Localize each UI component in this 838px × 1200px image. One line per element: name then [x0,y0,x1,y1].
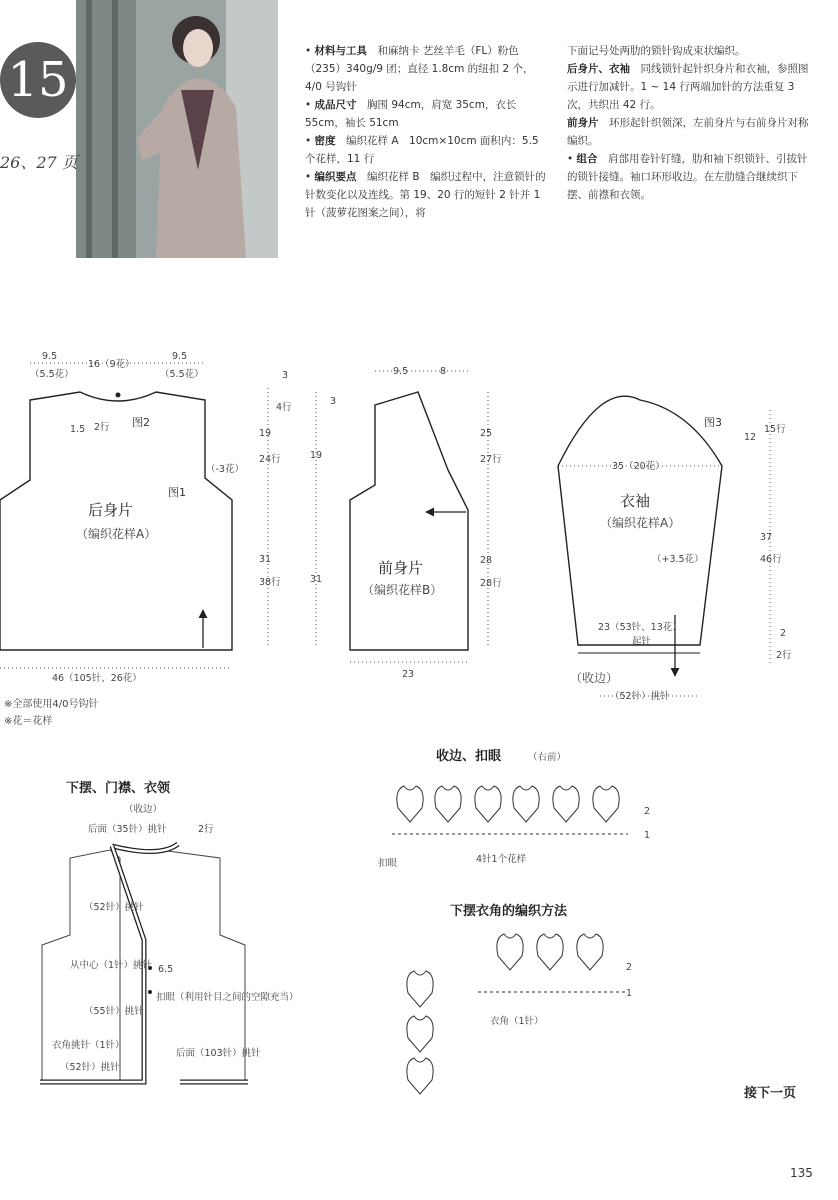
hem-corner-pick: 衣角挑针（1针） [52,1040,125,1051]
back-dim-24rows: 24行 [259,454,281,465]
sleeve-cap-rows: 15行 [764,424,786,435]
sleeve-edge-label: （收边） [570,671,619,685]
intro-label: 后身片、衣袖 [567,63,630,75]
edging-title: 收边、扣眼 [436,749,502,764]
back-top-right: 9.5 [172,351,188,362]
crochet-motif [577,934,603,970]
intro-text-cont: 下面记号处两肋的锁针钩成束状编织。 [567,45,746,57]
intro-text: 编织花样 B 编织过程中，注意锁针的针数变化以及连线。第 19、20 行的短针 2 针并 1 针（菠萝花图案之间），将 [305,171,546,219]
sleeve-length-rows: 46行 [760,554,782,565]
intro-column-2 [567,42,817,204]
intro-label: 组合 [576,153,598,165]
crochet-motif [407,1016,433,1052]
figure-1-label: 图1 [168,486,186,499]
page-reference: 26、27 页 [0,153,78,172]
front-dim-25: 25 [480,428,493,439]
back-neck-rows: 2行 [94,422,110,433]
intro-item-back [567,60,817,114]
crochet-motif [407,971,433,1007]
model-photo [76,0,278,258]
back-subtitle: （编织花样A） [76,527,157,541]
intro-label: 成品尺寸 [314,99,357,111]
finishing-diagrams [0,749,838,1090]
hem-buttonhole: 扣眼（利用针目之间的空隙充当） [156,992,299,1003]
front-dim-28rows: 28行 [480,578,502,589]
pattern-number-badge: 15 [0,42,76,118]
back-top-left: 9.5 [42,351,58,362]
corner-motifs [407,934,603,1094]
hem-back-pick: 后面（35针）挑针 [88,824,167,835]
intro-text: 同线锁针起针织身片和衣袖，参照图示进行加减针。1 ~ 14 行两端加针的方法重复 3 次，共织出 42 行。 [567,63,809,111]
intro-item-size: • 成品尺寸 胸围 94cm，肩宽 35cm，衣长 55cm，袖长 51cm [305,99,517,129]
intro-text: 肩部用卷针钉缝，肋和袖下织锁针、引拔针的锁针接缝。袖口环形收边。在左肋缝合继续织下摆、前襟和衣领。 [567,153,808,201]
crochet-motif [397,786,423,822]
hem-title: 下摆、门襟、衣领 [66,781,171,796]
sleeve-title: 衣袖 [620,492,651,510]
back-dim-4rows: 4行 [276,402,292,413]
hem-subtitle: （收边） [124,804,163,815]
corner-label: 衣角（1针） [490,1016,544,1027]
intro-item-front [567,114,817,150]
sleeve-pickup: （52针）挑针 [610,691,670,702]
hem-front-55: （55针）挑针 [84,1006,144,1017]
front-subtitle: （编织花样B） [362,583,443,597]
intro-text: 和麻纳卡 艺丝羊毛（FL）粉色（235）340g/9 团；直径 1.8cm 的纽扣 2 个，4/0 号钩针 [305,45,534,93]
intro-item-gauge: • 密度 编织花样 A 10cm×10cm 面积内：5.5 个花样，11 行 [305,135,539,165]
intro-column-1 [305,42,549,222]
crochet-motif [593,786,619,822]
back-side-31: 31 [310,574,323,585]
back-title: 后身片 [88,501,134,519]
corner-row-1: 1 [626,988,633,999]
hem-back-103: 后面（103针）挑针 [176,1048,261,1059]
hem-back-rows: 2行 [198,824,214,835]
corner-title: 下摆衣角的编织方法 [450,904,568,919]
back-dim-31: 31 [259,554,272,565]
front-top-left: 9.5 [393,366,409,377]
front-dim-28: 28 [480,555,493,566]
intro-label: 编织要点 [314,171,357,183]
schematic-diagrams [0,330,838,710]
crochet-motif [497,934,523,970]
crochet-motif [435,786,461,822]
crochet-motif [513,786,539,822]
front-title: 前身片 [378,559,424,577]
hem-bottom-52: （52针）挑针 [60,1062,120,1073]
intro-label: 材料与工具 [314,45,368,57]
edging-subtitle: （右前） [528,752,567,763]
crochet-motif [537,934,563,970]
intro-item-assembly: • 组合 肩部用卷针钉缝，肋和袖下织锁针、引拔针的锁针接缝。袖口环形收边。在左肋缝合继续织下摆、前襟和衣领。 [567,153,808,201]
back-bottom-width: 46（105针、26花） [52,673,142,684]
general-notes [4,696,98,730]
crochet-motif [553,786,579,822]
hem-center-pick: 从中心（1针）挑针 [70,960,153,971]
intro-label: 前身片 [567,117,599,129]
hem-buttonhole-dist: 6.5 [158,964,174,975]
intro-text: 胸围 94cm，肩宽 35cm，衣长 55cm，袖长 51cm [305,99,517,129]
front-side-3: 3 [330,396,337,407]
hem-side-52: （52针）挑针 [84,902,144,913]
sleeve-top-width: 35（20花） [612,461,665,472]
edging-row-1: 1 [644,830,651,841]
sleeve-subtitle: （编织花样A） [600,516,681,530]
sleeve-edge-rows: 2行 [776,650,792,661]
note-item: ※花＝花样 [4,716,53,727]
front-piece-outline [350,392,468,650]
sleeve-cast-on: 起针 [632,636,652,647]
back-top-left-sub: （5.5花） [30,369,74,380]
edging-repeat: 4针1个花样 [476,854,527,865]
figure-2-label: 图2 [132,416,150,429]
edging-row-2: 2 [644,806,651,817]
intro-label: 密度 [314,135,336,147]
sleeve-cuff-width: 23（53针、13花） [598,622,682,633]
back-dim-38rows: 38行 [259,577,281,588]
back-top-mid: 16（9花） [88,359,135,370]
sleeve-length: 37 [760,532,773,543]
back-side-19: 19 [310,450,323,461]
back-top-right-sub: （5.5花） [160,369,204,380]
sleeve-cap-height: 12 [744,432,757,443]
intro-item-materials: • 材料与工具 和麻纳卡 艺丝羊毛（FL）粉色（235）340g/9 团；直径 1.8cm 的纽扣 2 个，4/0 号钩针 [305,45,534,93]
page-number: 135 [790,1166,813,1180]
figure-3-label: 图3 [704,416,722,429]
back-neck-depth: 1.5 [70,424,86,435]
sleeve-increase: （+3.5花） [652,554,704,565]
crochet-motif [475,786,501,822]
sleeve-edge-height: 2 [780,628,787,639]
intro-item-points: • 编织要点 编织花样 B 编织过程中，注意锁针的针数变化以及连线。第 19、20 行的短针 2 针并 1 针（菠萝花图案之间），将 [305,171,546,219]
crochet-motif [407,1058,433,1094]
back-piece-outline [0,392,232,650]
intro-text: 编织花样 A 10cm×10cm 面积内：5.5 个花样，11 行 [305,135,539,165]
front-top-right: 8 [440,366,447,377]
edging-buttonhole: 扣眼 [378,858,398,869]
edging-motifs [397,786,619,822]
front-bottom-width: 23 [402,669,415,680]
back-dim-3: 3 [282,370,289,381]
intro-text: 环形起针织领深，左前身片与右前身片对称编织。 [567,117,809,147]
back-decrease: （-3花） [206,464,244,475]
note-item: ※全部使用4/0号钩针 [4,699,99,710]
back-dim-19: 19 [259,428,272,439]
front-dim-27rows: 27行 [480,454,502,465]
corner-row-2: 2 [626,962,633,973]
continue-next-page: 接下一页 [744,1086,797,1101]
